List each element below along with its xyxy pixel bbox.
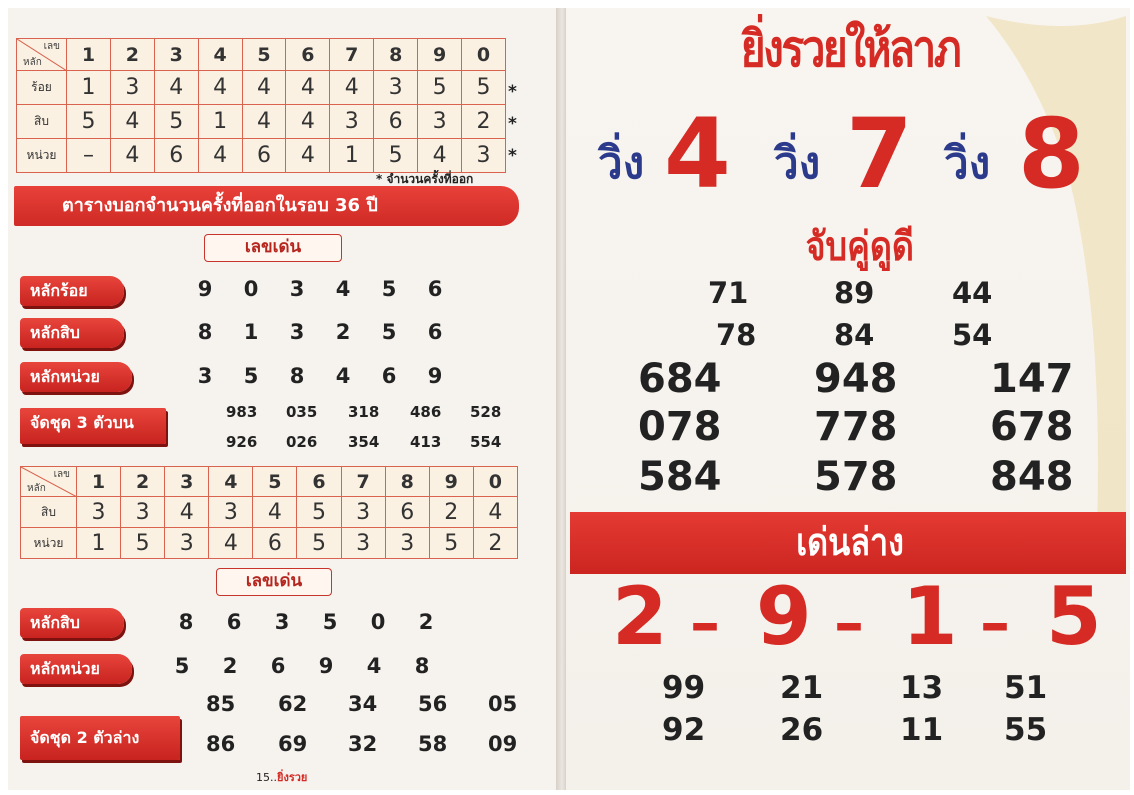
grid-header: 6 (286, 39, 330, 71)
bottom-pair: 13 (900, 670, 944, 706)
row-label: หน่วย (17, 139, 67, 173)
grid-cell: 5 (418, 71, 462, 105)
magazine-title: ยิ่งรวยให้ลาภ (740, 20, 960, 78)
grid-header: 7 (341, 467, 385, 497)
digit: 9 (318, 654, 334, 678)
grid-cell: 3 (77, 497, 121, 528)
grid-header: 5 (242, 39, 286, 71)
tens-digits (182, 320, 458, 344)
run-label: วิ่ง (944, 138, 991, 189)
run-digit: 8 (1018, 98, 1085, 210)
grid-cell: 3 (209, 497, 253, 528)
set-number: 983 (226, 403, 258, 421)
grid-cell: 5 (121, 528, 165, 559)
grid-cell: 6 (253, 528, 297, 559)
set-number: 354 (348, 433, 380, 451)
grid-cell: 4 (253, 497, 297, 528)
grid-cell: 3 (341, 528, 385, 559)
corner-bottom-label: หลัก (23, 57, 42, 68)
set-number: 035 (286, 403, 318, 421)
grid-cell: 4 (286, 139, 330, 173)
grid-cell: 4 (154, 71, 198, 105)
grid-header: 3 (165, 467, 209, 497)
digit: 9 (197, 277, 213, 301)
grid-cell: 3 (385, 528, 429, 559)
pair-number: 44 (952, 276, 993, 310)
bottom-pair: 55 (1004, 712, 1048, 748)
grid-cell: 5 (154, 105, 198, 139)
grid-cell: 1 (67, 71, 111, 105)
digit: 4 (335, 277, 351, 301)
digit: 3 (274, 610, 290, 634)
grid-cell: 2 (429, 497, 473, 528)
bottom-pair: 51 (1004, 670, 1048, 706)
page-brand: ยิ่งรวย (277, 771, 308, 784)
grid-cell: 3 (462, 139, 506, 173)
bottom-pair: 92 (662, 712, 706, 748)
triple-number: 584 (638, 454, 722, 500)
grid-cell: 5 (297, 497, 341, 528)
grid-cell: – (67, 139, 111, 173)
set-number: 86 (206, 732, 236, 756)
grid-cell: 4 (110, 105, 154, 139)
corner-top-label: เลข (53, 469, 70, 480)
digit: 5 (381, 277, 397, 301)
set-number: 413 (410, 433, 442, 451)
digit: 5 (243, 364, 259, 388)
grid-corner (21, 467, 77, 497)
grid-cell: 1 (330, 139, 374, 173)
count-note: * จำนวนครั้งที่ออก (376, 172, 474, 186)
row-label: สิบ (17, 105, 67, 139)
digit: 5 (174, 654, 190, 678)
digit: 2 (222, 654, 238, 678)
digit: 0 (370, 610, 386, 634)
digit: 3 (289, 320, 305, 344)
grid-cell: 6 (242, 139, 286, 173)
grid-cell: 4 (330, 71, 374, 105)
set-number: 318 (348, 403, 380, 421)
digit: 5 (381, 320, 397, 344)
digit: 8 (178, 610, 194, 634)
digit: 8 (197, 320, 213, 344)
set-number: 56 (418, 692, 448, 716)
triple-number: 678 (990, 404, 1074, 450)
digit: 9 (427, 364, 443, 388)
grid-cell: 4 (418, 139, 462, 173)
digit: 3 (289, 277, 305, 301)
grid-header: 8 (374, 39, 418, 71)
grid-cell: 5 (374, 139, 418, 173)
digit: 6 (270, 654, 286, 678)
grid-cell: 3 (121, 497, 165, 528)
run-digit: 7 (846, 98, 913, 210)
hundreds-digits (182, 277, 458, 301)
grid-cell: 5 (462, 71, 506, 105)
bottom-digit: 2 (612, 570, 668, 663)
grid-cell: 3 (341, 497, 385, 528)
grid-corner (17, 39, 67, 71)
set-number: 09 (488, 732, 518, 756)
star-mark: * (508, 82, 517, 102)
bottom-count-grid (20, 466, 518, 559)
digit: 8 (289, 364, 305, 388)
grid-cell: 2 (462, 105, 506, 139)
grid-header: 5 (253, 467, 297, 497)
grid-cell: 1 (198, 105, 242, 139)
corner-bottom-label: หลัก (27, 483, 46, 494)
grid-cell: 3 (110, 71, 154, 105)
triple-number: 848 (990, 454, 1074, 500)
grid-cell: 4 (209, 528, 253, 559)
grid-header: 2 (121, 467, 165, 497)
grid-header: 1 (77, 467, 121, 497)
grid-header: 0 (473, 467, 517, 497)
set-number: 62 (278, 692, 308, 716)
set-number: 32 (348, 732, 378, 756)
run-digit: 4 (664, 98, 731, 210)
grid-header: 9 (429, 467, 473, 497)
triple-number: 778 (814, 404, 898, 450)
set-number: 926 (226, 433, 258, 451)
highlight-ribbon: เลขเด่น (216, 568, 332, 596)
digit: 8 (414, 654, 430, 678)
bottom-digit: 9 (756, 570, 812, 663)
star-mark: * (508, 114, 517, 134)
set-number: 69 (278, 732, 308, 756)
grid-cell: 4 (286, 105, 330, 139)
row-label: หน่วย (21, 528, 77, 559)
grid-header: 7 (330, 39, 374, 71)
grid-header: 4 (209, 467, 253, 497)
top-count-grid (16, 38, 506, 173)
grid-header: 2 (110, 39, 154, 71)
grid-header: 8 (385, 467, 429, 497)
grid-cell: 3 (374, 71, 418, 105)
set-number: 85 (206, 692, 236, 716)
bottom-pair: 21 (780, 670, 824, 706)
digit: 6 (226, 610, 242, 634)
label-hundreds: หลักร้อย (20, 276, 124, 306)
grid-cell: 6 (385, 497, 429, 528)
digit: 0 (243, 277, 259, 301)
grid-cell: 1 (77, 528, 121, 559)
grid-cell: 5 (297, 528, 341, 559)
grid-cell: 2 (473, 528, 517, 559)
grid-cell: 6 (154, 139, 198, 173)
bottom-digit: 1 (902, 570, 958, 663)
grid-cell: 5 (429, 528, 473, 559)
grid-header: 1 (67, 39, 111, 71)
grid-cell: 4 (110, 139, 154, 173)
label-units: หลักหน่วย (20, 362, 132, 392)
run-label: วิ่ง (774, 138, 821, 189)
digit: 2 (335, 320, 351, 344)
units-digits (182, 364, 458, 388)
triple-number: 578 (814, 454, 898, 500)
star-mark: * (508, 146, 517, 166)
grid-cell: 4 (165, 497, 209, 528)
set-number: 05 (488, 692, 518, 716)
dash: – (834, 588, 864, 658)
set-number: 58 (418, 732, 448, 756)
digit: 6 (427, 277, 443, 301)
grid-cell: 4 (198, 71, 242, 105)
pair-number: 78 (716, 318, 757, 352)
grid-cell: 6 (374, 105, 418, 139)
grid-cell: 3 (165, 528, 209, 559)
set-number: 486 (410, 403, 442, 421)
set-number: 026 (286, 433, 318, 451)
grid-header: 3 (154, 39, 198, 71)
digit: 4 (366, 654, 382, 678)
bottom-digit: 5 (1046, 570, 1102, 663)
grid-cell: 4 (198, 139, 242, 173)
grid-header: 6 (297, 467, 341, 497)
digit: 3 (197, 364, 213, 388)
grid-header: 4 (198, 39, 242, 71)
digit: 6 (381, 364, 397, 388)
pair-number: 71 (708, 276, 749, 310)
grid-header: 0 (462, 39, 506, 71)
bottom-pair: 11 (900, 712, 944, 748)
bottom-pair: 26 (780, 712, 824, 748)
pair-number: 54 (952, 318, 993, 352)
triple-number: 078 (638, 404, 722, 450)
digit: 2 (418, 610, 434, 634)
dash: – (690, 588, 720, 658)
grid-cell: 4 (242, 105, 286, 139)
pairs-title: จับคู่ดูดี (805, 224, 914, 270)
digit: 6 (427, 320, 443, 344)
bottom-pair: 99 (662, 670, 706, 706)
set-number: 34 (348, 692, 378, 716)
grid-cell: 3 (418, 105, 462, 139)
grid-header: 9 (418, 39, 462, 71)
page-number-value: 15.. (256, 771, 277, 784)
highlight-ribbon: เลขเด่น (204, 234, 342, 262)
triple-number: 684 (638, 356, 722, 402)
section-banner: ตารางบอกจำนวนครั้งที่ออกในรอบ 36 ปี (14, 186, 519, 226)
pair-number: 89 (834, 276, 875, 310)
corner-top-label: เลข (43, 41, 60, 52)
dash: – (980, 588, 1010, 658)
digit: 5 (322, 610, 338, 634)
bottom-title: เด่นล่าง (796, 520, 904, 564)
label-tens: หลักสิบ (20, 318, 124, 348)
set-three-top-label: จัดชุด 3 ตัวบน (20, 408, 166, 444)
units-digits (158, 654, 446, 678)
grid-cell: 5 (67, 105, 111, 139)
grid-cell: 4 (473, 497, 517, 528)
run-label: วิ่ง (598, 138, 645, 189)
pair-number: 84 (834, 318, 875, 352)
set-number: 528 (470, 403, 502, 421)
grid-cell: 4 (242, 71, 286, 105)
label-units: หลักหน่วย (20, 654, 132, 684)
triple-number: 948 (814, 356, 898, 402)
row-label: สิบ (21, 497, 77, 528)
digit: 1 (243, 320, 259, 344)
set-two-bottom-label: จัดชุด 2 ตัวล่าง (20, 716, 180, 760)
set-number: 554 (470, 433, 502, 451)
grid-cell: 3 (330, 105, 374, 139)
page-number (256, 768, 307, 786)
grid-cell: 4 (286, 71, 330, 105)
tens-digits (162, 610, 450, 634)
triple-number: 147 (990, 356, 1074, 402)
row-label: ร้อย (17, 71, 67, 105)
label-tens: หลักสิบ (20, 608, 124, 638)
digit: 4 (335, 364, 351, 388)
